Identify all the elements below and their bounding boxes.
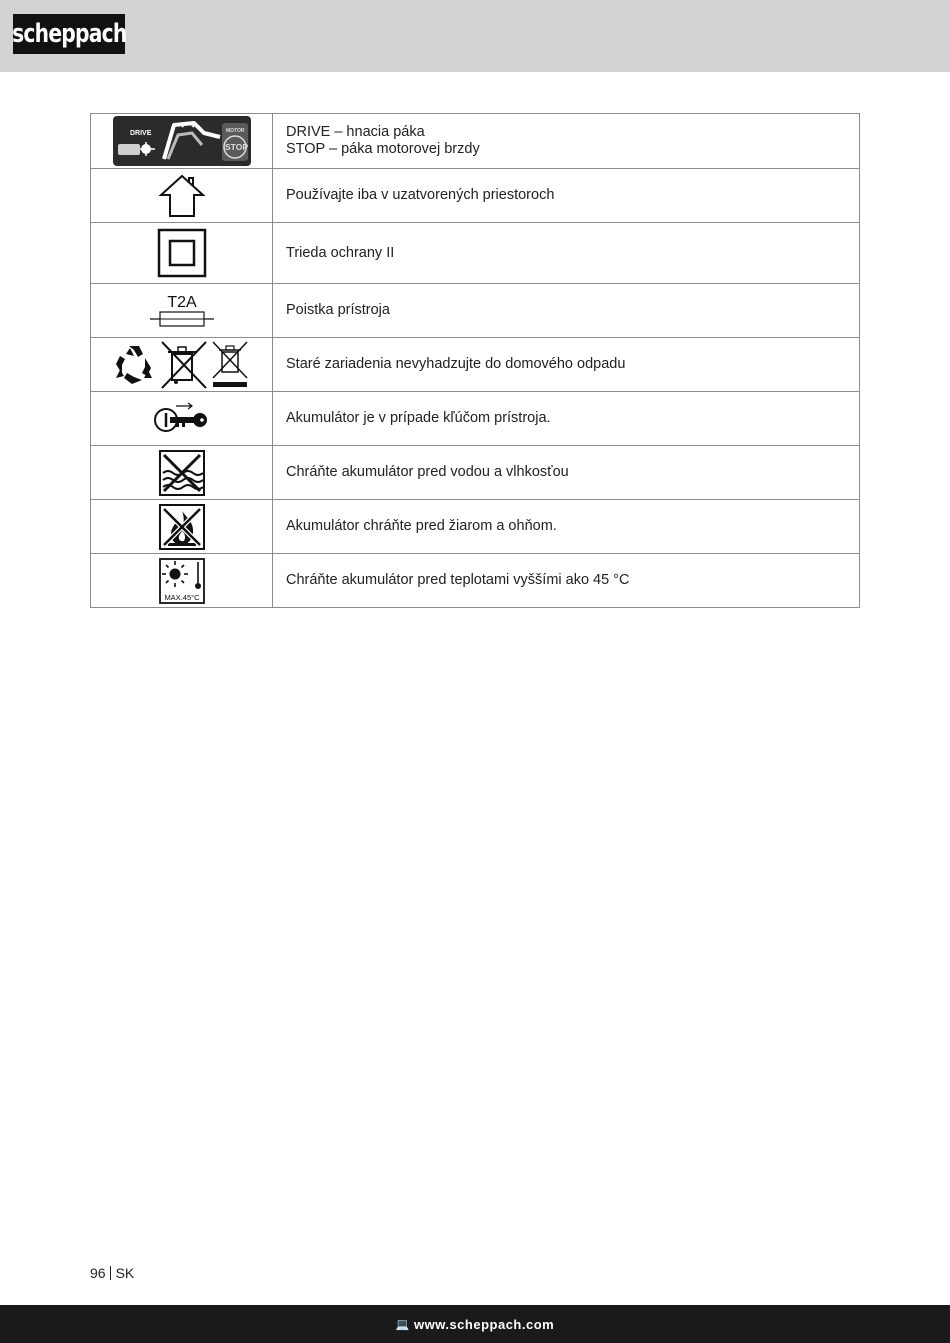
description-line: Chráňte akumulátor pred vodou a vlhkosťou xyxy=(286,464,569,480)
footer-band xyxy=(0,1305,950,1343)
table-row xyxy=(91,169,860,223)
table-row xyxy=(91,392,860,446)
description-line: Poistka prístroja xyxy=(286,302,390,318)
description-line: Staré zariadenia nevyhadzujte do domového odpadu xyxy=(286,356,626,372)
table-row xyxy=(91,554,860,608)
page-number-value: 96 xyxy=(90,1265,106,1281)
logo-text: scheppach xyxy=(11,19,127,49)
protection-class-ii-icon xyxy=(157,228,207,278)
symbols-table xyxy=(90,113,860,608)
recycling-weee-icon xyxy=(112,340,252,390)
description-line: DRIVE – hnacia páka xyxy=(286,124,425,140)
fuse-rating-label: T2A xyxy=(166,293,197,311)
description-cell xyxy=(273,338,860,392)
table-row xyxy=(91,500,860,554)
icon-cell xyxy=(91,392,273,446)
crossed-bin-icon xyxy=(162,342,206,388)
icon-cell xyxy=(91,169,273,223)
description-line: STOP – páka motorovej brzdy xyxy=(286,141,480,157)
description-cell xyxy=(273,500,860,554)
description-cell xyxy=(273,114,860,169)
scheppach-logo xyxy=(13,14,125,54)
description-line: Používajte iba v uzatvorených priestoroch xyxy=(286,187,555,203)
description-cell xyxy=(273,223,860,284)
icon-cell xyxy=(91,338,273,392)
description-cell xyxy=(273,554,860,608)
header-band xyxy=(0,0,950,72)
table-row xyxy=(91,114,860,169)
website-link[interactable]: www.scheppach.com xyxy=(413,1316,555,1332)
icon-cell xyxy=(91,554,273,608)
description-line: Chráňte akumulátor pred teplotami vyššími ako 45 °C xyxy=(286,572,630,588)
fuse-icon xyxy=(147,290,217,332)
table-row xyxy=(91,446,860,500)
icon-cell xyxy=(91,500,273,554)
language-code: SK xyxy=(115,1265,135,1281)
no-water-icon xyxy=(158,449,206,497)
page-number-separator xyxy=(110,1266,111,1280)
indoor-house-icon xyxy=(158,173,206,219)
description-cell xyxy=(273,392,860,446)
icon-cell xyxy=(91,284,273,338)
table-row xyxy=(91,284,860,338)
description-cell xyxy=(273,169,860,223)
max-temp-label: MAX.45°C xyxy=(163,592,200,602)
key-switch-icon xyxy=(152,402,212,436)
stop-label: STOP xyxy=(224,142,248,152)
table-row xyxy=(91,223,860,284)
crossed-bin-bar-icon xyxy=(213,342,247,387)
motor-label: MOTOR xyxy=(225,128,245,134)
page-number xyxy=(90,1265,134,1281)
description-cell xyxy=(273,284,860,338)
computer-icon: 💻 xyxy=(395,1318,410,1331)
icon-cell xyxy=(91,114,273,169)
recycling-icon xyxy=(116,346,152,384)
drive-label: DRIVE xyxy=(129,130,151,137)
description-line: Trieda ochrany II xyxy=(286,244,395,261)
drive-stop-lever-icon xyxy=(112,115,252,167)
no-fire-icon xyxy=(158,503,206,551)
icon-cell xyxy=(91,446,273,500)
table-row xyxy=(91,338,860,392)
icon-cell xyxy=(91,223,273,284)
max-temperature-icon xyxy=(158,557,206,605)
description-cell xyxy=(273,446,860,500)
description-line: Akumulátor je v prípade kľúčom prístroja. xyxy=(286,410,551,426)
description-line: Akumulátor chráňte pred žiarom a ohňom. xyxy=(286,518,557,534)
